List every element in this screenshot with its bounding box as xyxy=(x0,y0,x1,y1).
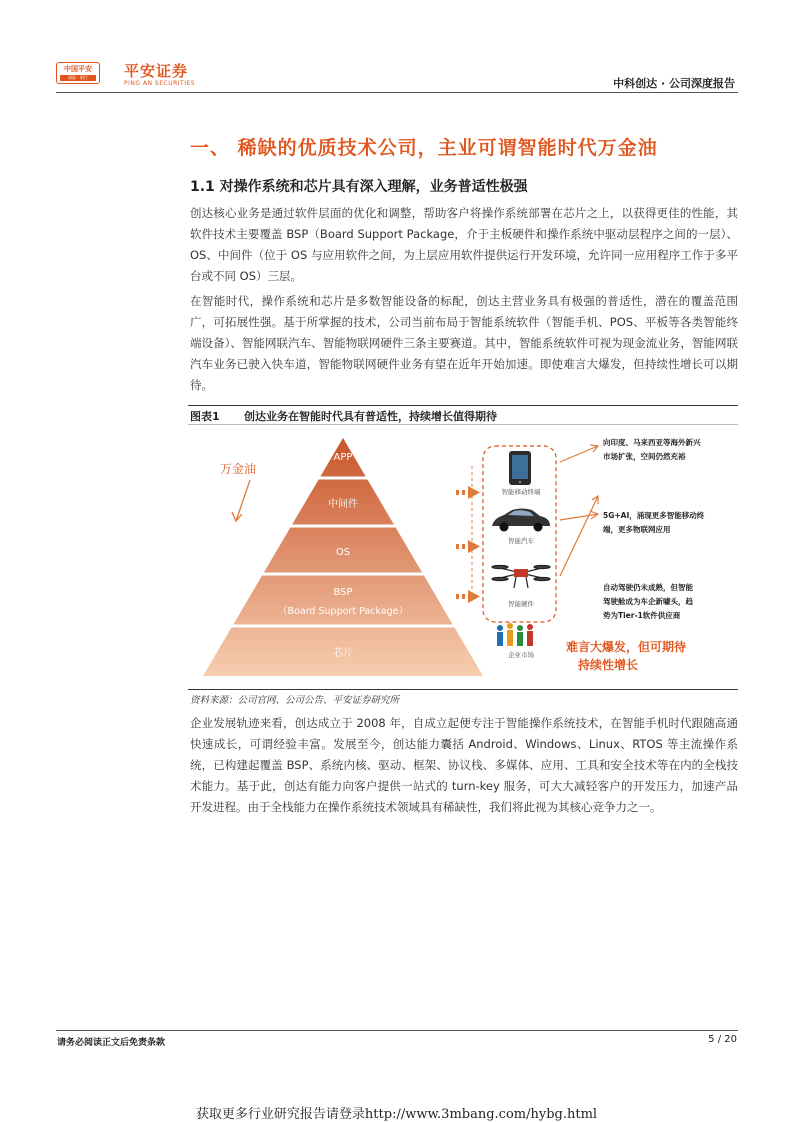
note-1-line-1: 向印度、马来西亚等海外新兴 xyxy=(603,438,701,447)
brand-name-en: PING AN SECURITIES xyxy=(124,80,196,87)
note-2-line-2: 端，更多物联网应用 xyxy=(603,525,671,534)
figure-label: 图表1 xyxy=(190,410,220,423)
logo-bottom-text: 保险 · 银行 xyxy=(60,75,96,81)
note-2-line-1: 5G+AI，涌现更多智能移动终 xyxy=(603,511,705,520)
page-number: 5 / 20 xyxy=(708,1034,737,1045)
device-label-mobile: 智能移动终端 xyxy=(501,488,541,496)
logo-top-text: 中国平安 xyxy=(64,65,92,73)
promo-link[interactable]: 获取更多行业研究报告请登录http://www.3mbang.com/hybg.html xyxy=(195,1107,598,1122)
note-3-line-1: 自动驾驶仍未成熟，但智能 xyxy=(603,583,693,592)
figure-diagram xyxy=(188,426,738,688)
section-title: 一、 稀缺的优质技术公司，主业可谓智能时代万金油 xyxy=(190,137,658,159)
highlight-line-1: 难言大爆发，但可期待 xyxy=(566,640,687,654)
brand-name: 平安证券 xyxy=(124,62,189,80)
layer-middleware: 中间件 xyxy=(328,499,358,510)
layer-bsp: BSP xyxy=(333,587,353,598)
device-label-enterprise: 企业市场 xyxy=(508,651,534,659)
layer-app: APP xyxy=(333,452,353,463)
note-3-line-3: 势为Tier-1软件供应商 xyxy=(603,611,681,620)
left-arrow xyxy=(232,480,250,521)
figure-bottom-rule xyxy=(188,689,738,690)
figure-top-rule xyxy=(188,405,738,406)
paragraph-1: 创达核心业务是通过软件层面的优化和调整，帮助客户将操作系统部署在芯片之上，以获得更佳的性能，其软件技术主要覆盖 BSP（Board Support Package，介于主板硬件和操作系统中驱动层程序之间的一层）、OS、中间件（位于 OS 与应用软件之间，为上层应用软件提供运行开发环境，允许同一应用程序工作于多平台或不同 OS）三层。 xyxy=(190,206,738,283)
subsection-title: 1.1 对操作系统和芯片具有深入理解，业务普适性极强 xyxy=(190,179,528,195)
phone-icon xyxy=(509,451,531,485)
note-connectors xyxy=(560,445,598,576)
figure-source: 资料来源：公司官网、公司公告、平安证券研究所 xyxy=(190,695,400,706)
arrow-bsp xyxy=(456,590,480,603)
paragraph-2: 在智能时代，操作系统和芯片是多数智能设备的标配，创达主营业务具有极强的普适性，潜在的覆盖范围广，可拓展性强。基于所掌握的技术，公司当前布局于智能系统软件（智能手机、POS、平板等各类智能终端设备）、智能网联汽车、智能物联网硬件三条主要赛道。其中，智能系统软件可视为现金流业务，智能网联汽车业务已驶入快车道，智能物联网硬件业务有望在近年开始加速。即使难言大爆发，但持续性增长可以期待。 xyxy=(190,294,738,392)
figure-title: 创达业务在智能时代具有普适性，持续增长值得期待 xyxy=(244,410,497,423)
device-arrows xyxy=(456,466,480,603)
arrow-os xyxy=(456,540,480,553)
disclaimer: 请务必阅读正文后免责条款 xyxy=(57,1038,166,1048)
arrow-app xyxy=(456,486,480,499)
note-3-line-2: 驾驶舱成为车企新噱头，趋 xyxy=(603,597,693,606)
figure-title-rule xyxy=(188,424,738,425)
layer-os: OS xyxy=(335,547,351,558)
drone-icon xyxy=(492,566,550,589)
report-tag: 中科创达 · 公司深度报告 xyxy=(613,77,735,90)
paragraph-3: 企业发展轨迹来看，创达成立于 2008 年，自成立起便专注于智能操作系统技术，在智能手机时代跟随高通快速成长，可谓经验丰富。发展至今，创达能力囊括 Android、Windows、Linux、RTOS 等主流操作系统，已构建起覆盖 BSP、系统内核、驱动、框架、协议栈、多媒体、应用、工具和安全技术等在内的全栈技术能力。基于此，创达有能力向客户提供一站式的 turn-key 服务，可大大减轻客户的开发压力，加速产品开发进程。由于全栈能力在操作系统技术领域具有稀缺性，我们将此视为其核心竞争力之一。 xyxy=(190,716,738,814)
highlight-line-2: 持续性增长 xyxy=(578,658,639,672)
device-label-car: 智能汽车 xyxy=(508,537,534,545)
people-icon xyxy=(497,623,533,646)
left-note: 万金油 xyxy=(220,462,257,476)
layer-chip: 芯片 xyxy=(333,648,353,659)
header-divider xyxy=(56,92,738,93)
footer-divider xyxy=(56,1030,738,1031)
car-icon xyxy=(492,509,550,532)
pingan-logo xyxy=(56,62,100,84)
note-1-line-2: 市场扩张，空间仍然充裕 xyxy=(603,452,686,461)
device-label-hardware: 智能硬件 xyxy=(508,600,534,608)
layer-bsp-full: （Board Support Package） xyxy=(278,606,408,617)
